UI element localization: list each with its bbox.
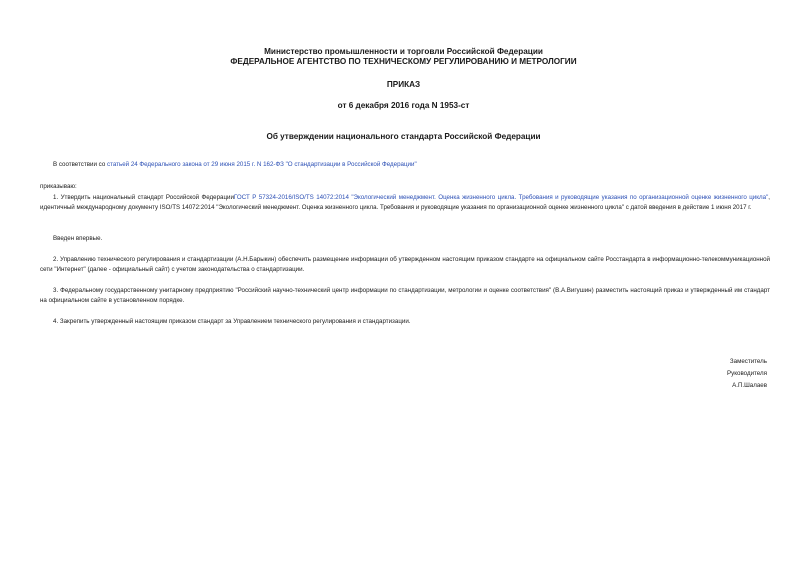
order-date: от 6 декабря 2016 года N 1953-ст [337,101,470,110]
legal-basis-prefix: В соответствии со [53,161,107,168]
signature-position-line1: Заместитель [729,358,767,365]
order-subject: Об утверждении национального стандарта Российской Федерации [266,132,541,141]
item-1-prefix: 1. Утвердить национальный стандарт Российской Федерации [53,194,234,201]
ministry-title: Министерство промышленности и торговли Российской Федерации [264,47,543,56]
item-1-paragraph [40,193,770,213]
introduced-first-note: Введен впервые. [53,235,103,242]
item-4-paragraph: 4. Закрепить утвержденный настоящим приказом стандарт за Управлением технического регулирования и стандартизации. [53,318,411,325]
federal-law-link[interactable]: статьей 24 Федерального закона от 29 июня 2015 г. N 162-ФЗ "О стандартизации в Российской Федерации" [106,161,417,168]
agency-title: ФЕДЕРАЛЬНОЕ АГЕНТСТВО ПО ТЕХНИЧЕСКОМУ РЕГУЛИРОВАНИЮ И МЕТРОЛОГИИ [230,57,577,66]
item-2-paragraph: 2. Управлению технического регулирования и стандартизации (А.Н.Барыкин) обеспечить размещение информации об утвержденном настоящим приказом стандарте на официальном сайте Росстандарта в информационно-телекоммуникационной сети "Интернет" (далее - официальный сайт) с учетом законодательства о стандартизации. [40,256,770,273]
order-word: приказываю: [40,183,77,190]
standard-link[interactable]: ГОСТ Р 57324-2016/ISO/TS 14072:2014 "Экологический менеджмент. Оценка жизненного цикла. Требования и руководящие указания по организационной оценке жизненного цикла" [233,194,769,201]
signature-name: А.П.Шалаев [732,382,767,389]
order-heading: ПРИКАЗ [386,80,421,89]
item-1-suffix: , идентичный международному документу ISO/TS 14072:2014 "Экологический менеджмент. Оценка жизненного цикла. Требования и руководящие указания по организационной оценке жизненного цикла" с датой введения в действие 1 июня 2017 г. [40,194,771,211]
signature-position-line2: Руководителя [727,370,767,377]
legal-basis-paragraph [40,160,770,170]
item-3-paragraph: 3. Федеральному государственному унитарному предприятию "Российский научно-технический центр информации по стандартизации, метрологии и оценке соответствия" (В.А.Вигушин) разместить настоящий приказ и утвержденный им стандарт на официальном сайте в установленном порядке. [40,287,770,304]
